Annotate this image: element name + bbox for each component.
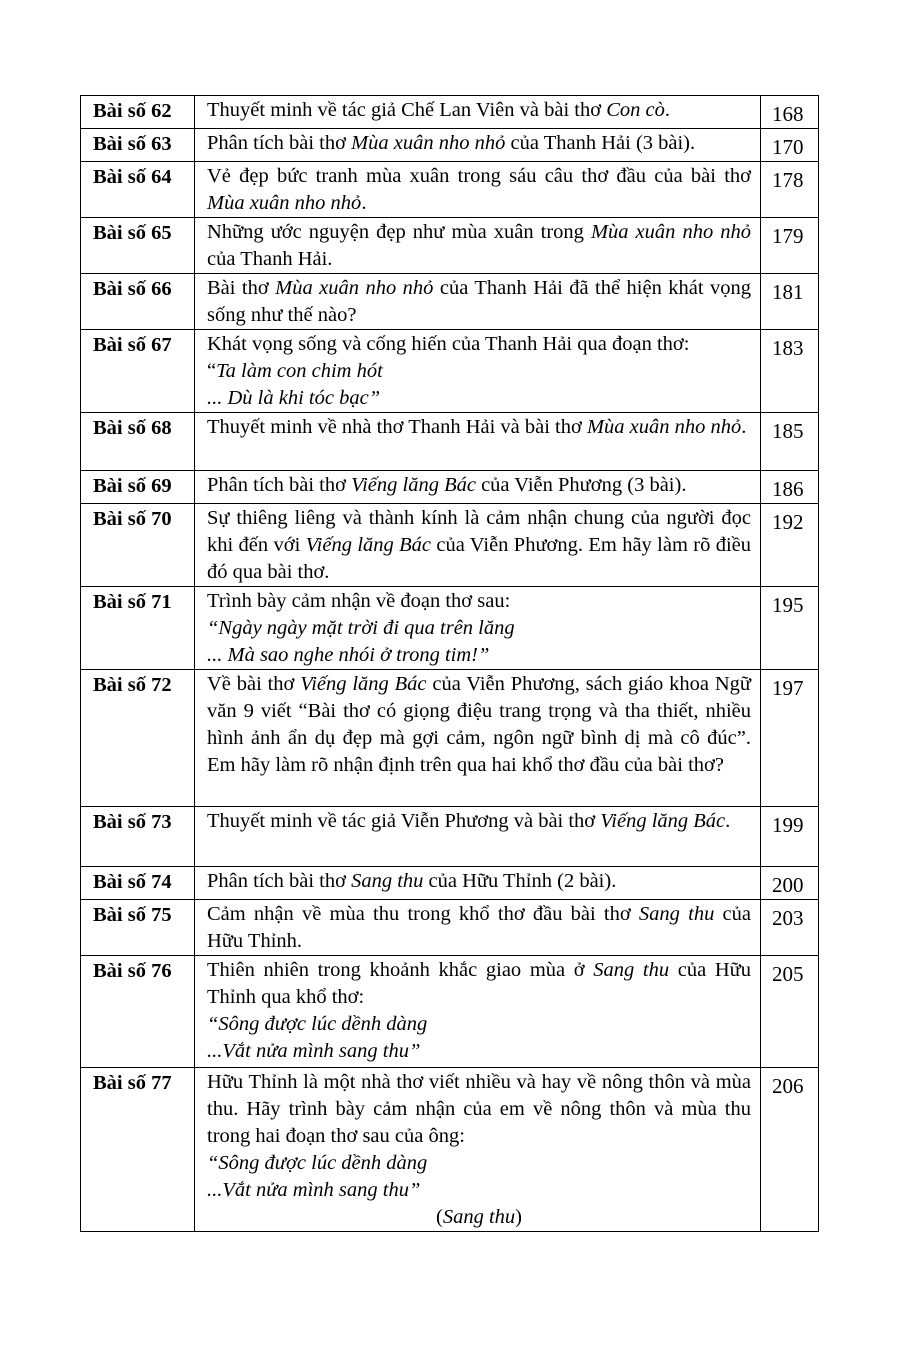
paragraph <box>207 1069 751 1150</box>
paragraph <box>207 1038 751 1065</box>
paragraph <box>207 868 751 895</box>
italic-text: ... Mà sao nghe nhói ở trong tim!” <box>207 644 490 666</box>
text: Thuyết minh về tác giả Chế Lan Viên và bài thơ <box>207 99 607 121</box>
italic-text: Mùa xuân nho nhỏ <box>275 277 434 299</box>
paragraph <box>207 642 751 669</box>
page-number: 186 <box>761 471 819 504</box>
page-number: 199 <box>761 807 819 867</box>
lesson-title <box>195 504 761 587</box>
table-row <box>81 956 819 1068</box>
paragraph <box>207 957 751 1011</box>
lesson-title <box>195 218 761 274</box>
lesson-title <box>195 162 761 218</box>
page-number: 168 <box>761 96 819 129</box>
italic-text: Sang thu <box>442 1206 516 1228</box>
paragraph <box>207 385 751 412</box>
text: Bài thơ <box>207 277 276 299</box>
italic-text: Ta làm con chim hót <box>216 360 383 382</box>
italic-text: “Sông được lúc dềnh dàng <box>207 1013 428 1035</box>
italic-text: Viếng lăng Bác <box>351 474 476 496</box>
paragraph <box>207 414 751 441</box>
text: Trình bày cảm nhận về đoạn thơ sau: <box>207 590 511 612</box>
table-row <box>81 867 819 900</box>
table-of-contents <box>80 95 819 1232</box>
italic-text: ...Vắt nửa mình sang thu” <box>207 1040 421 1062</box>
page-number: 183 <box>761 330 819 413</box>
paragraph <box>207 1204 751 1231</box>
table-row <box>81 96 819 129</box>
paragraph <box>207 275 751 329</box>
italic-text: Mùa xuân nho nhỏ <box>586 416 742 438</box>
page-number: 195 <box>761 587 819 670</box>
paragraph <box>207 615 751 642</box>
lesson-number: Bài số 66 <box>81 274 195 330</box>
text: . <box>725 810 731 832</box>
lesson-title <box>195 956 761 1068</box>
text: của Viễn Phương. Em hãy làm rõ điều đó qua bài thơ. <box>207 534 751 583</box>
lesson-title <box>195 129 761 162</box>
table-row <box>81 274 819 330</box>
paragraph <box>207 1150 751 1177</box>
table-row <box>81 900 819 956</box>
italic-text: Viếng lăng Bác <box>600 810 726 832</box>
text: của Hữu Thỉnh (2 bài). <box>423 870 617 892</box>
text: “ <box>207 360 217 382</box>
text: Những ước nguyện đẹp như mùa xuân trong <box>207 221 591 243</box>
italic-text: Sang thu <box>593 959 670 981</box>
italic-text: ... Dù là khi tóc bạc” <box>207 387 381 409</box>
text: Phân tích bài thơ <box>207 870 352 892</box>
lesson-number: Bài số 62 <box>81 96 195 129</box>
table-row <box>81 807 819 867</box>
text: Hữu Thỉnh là một nhà thơ viết nhiều và hay về nông thôn và mùa thu. Hãy trình bày cảm nhận của em về nông thôn và mùa thu trong hai đoạn thơ sau của ông: <box>207 1071 751 1147</box>
text: Thuyết minh về tác giả Viễn Phương và bài thơ <box>207 810 601 832</box>
paragraph <box>207 130 751 157</box>
lesson-title <box>195 96 761 129</box>
italic-text: “Ngày ngày mặt trời đi qua trên lăng <box>207 617 515 639</box>
paragraph <box>207 219 751 273</box>
page-number: 185 <box>761 413 819 471</box>
table-row <box>81 587 819 670</box>
text: của Thanh Hải (3 bài). <box>505 132 696 154</box>
table-row <box>81 504 819 587</box>
table-row <box>81 129 819 162</box>
italic-text: Viếng lăng Bác <box>305 534 432 556</box>
lesson-number: Bài số 63 <box>81 129 195 162</box>
italic-text: Sang thu <box>351 870 424 892</box>
lesson-number: Bài số 73 <box>81 807 195 867</box>
text: Thiên nhiên trong khoảnh khắc giao mùa ở <box>207 959 594 981</box>
page-number: 200 <box>761 867 819 900</box>
italic-text: Con cò <box>606 99 665 121</box>
paragraph <box>207 1177 751 1204</box>
lesson-title <box>195 867 761 900</box>
text: Khát vọng sống và cống hiến của Thanh Hải qua đoạn thơ: <box>207 333 690 355</box>
lesson-title <box>195 807 761 867</box>
lesson-number: Bài số 75 <box>81 900 195 956</box>
page-number: 181 <box>761 274 819 330</box>
paragraph <box>207 505 751 586</box>
text: ) <box>515 1206 522 1228</box>
table-row <box>81 1068 819 1232</box>
text: Thuyết minh về nhà thơ Thanh Hải và bài thơ <box>207 416 587 438</box>
lesson-title <box>195 1068 761 1232</box>
lesson-number: Bài số 64 <box>81 162 195 218</box>
text: ( <box>436 1206 443 1228</box>
paragraph <box>207 163 751 217</box>
page-number: 205 <box>761 956 819 1068</box>
lesson-title <box>195 413 761 471</box>
paragraph <box>207 901 751 955</box>
text: của Viễn Phương (3 bài). <box>475 474 687 496</box>
lesson-title <box>195 670 761 807</box>
lesson-number: Bài số 67 <box>81 330 195 413</box>
lesson-number: Bài số 72 <box>81 670 195 807</box>
paragraph <box>207 331 751 358</box>
lesson-number: Bài số 69 <box>81 471 195 504</box>
text: Về bài thơ <box>207 673 301 695</box>
page-number: 192 <box>761 504 819 587</box>
text: Vẻ đẹp bức tranh mùa xuân trong sáu câu thơ đầu của bài thơ <box>207 165 751 187</box>
page-number: 178 <box>761 162 819 218</box>
italic-text: Mùa xuân nho nhỏ <box>590 221 751 243</box>
paragraph <box>207 358 751 385</box>
text: Phân tích bài thơ <box>207 474 352 496</box>
text: Phân tích bài thơ <box>207 132 352 154</box>
italic-text: Viếng lăng Bác <box>300 673 427 695</box>
text: của Viễn Phương, sách giáo khoa Ngữ văn 9 viết “Bài thơ có giọng điệu trang trọng và tha thiết, nhiều hình ảnh ẩn dụ đẹp mà gợi cảm, ngôn ngữ bình dị mà cô đúc”. Em hãy làm rõ nhận định trên qua hai khổ thơ đầu của bài thơ? <box>207 673 751 776</box>
table-row <box>81 330 819 413</box>
paragraph <box>207 472 751 499</box>
page-number: 206 <box>761 1068 819 1232</box>
text: của Hữu Thỉnh. <box>207 903 751 952</box>
lesson-number: Bài số 77 <box>81 1068 195 1232</box>
lesson-title <box>195 900 761 956</box>
paragraph <box>207 97 751 124</box>
table-row <box>81 413 819 471</box>
text: . <box>664 99 670 121</box>
text: . <box>741 416 747 438</box>
paragraph <box>207 808 751 835</box>
text: của Thanh Hải đã thể hiện khát vọng sống như thế nào? <box>207 277 751 326</box>
page-number: 203 <box>761 900 819 956</box>
text: Cảm nhận về mùa thu trong khổ thơ đầu bài thơ <box>207 903 639 925</box>
page-number: 170 <box>761 129 819 162</box>
lesson-title <box>195 330 761 413</box>
lesson-number: Bài số 74 <box>81 867 195 900</box>
text: của Thanh Hải. <box>207 248 333 270</box>
lesson-number: Bài số 70 <box>81 504 195 587</box>
lesson-title <box>195 274 761 330</box>
paragraph <box>207 588 751 615</box>
table-row <box>81 218 819 274</box>
page-number: 179 <box>761 218 819 274</box>
page-number: 197 <box>761 670 819 807</box>
lesson-number: Bài số 68 <box>81 413 195 471</box>
paragraph <box>207 671 751 779</box>
lesson-number: Bài số 65 <box>81 218 195 274</box>
text: của Hữu Thỉnh qua khổ thơ: <box>207 959 751 1008</box>
paragraph <box>207 1011 751 1038</box>
italic-text: Mùa xuân nho nhỏ <box>351 132 506 154</box>
lesson-title <box>195 587 761 670</box>
lesson-number: Bài số 71 <box>81 587 195 670</box>
italic-text: Sang thu <box>638 903 715 925</box>
italic-text: Mùa xuân nho nhỏ <box>207 192 362 214</box>
lesson-title <box>195 471 761 504</box>
table-row <box>81 471 819 504</box>
text: Sự thiêng liêng và thành kính là cảm nhận chung của người đọc khi đến với <box>207 507 751 556</box>
text: . <box>361 192 367 214</box>
table-row <box>81 670 819 807</box>
table-row <box>81 162 819 218</box>
italic-text: “Sông được lúc dềnh dàng <box>207 1152 428 1174</box>
lesson-number: Bài số 76 <box>81 956 195 1068</box>
italic-text: ...Vắt nửa mình sang thu” <box>207 1179 421 1201</box>
